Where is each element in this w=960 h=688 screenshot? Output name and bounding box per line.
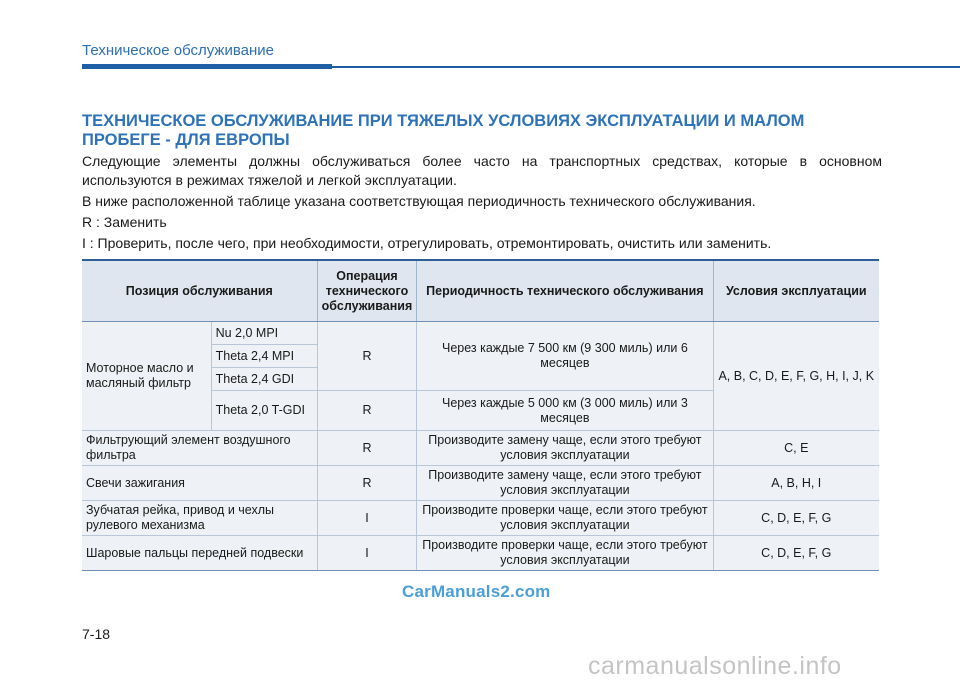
conditions-cell: C, E (713, 431, 879, 466)
interval-cell: Производите замену чаще, если этого требуют условия эксплуатации (417, 431, 713, 466)
engine-cell: Theta 2,0 T-GDI (211, 391, 317, 431)
operation-cell: R (317, 391, 417, 431)
operation-cell: I (317, 501, 417, 536)
table-row (82, 322, 879, 345)
item-cell: Зубчатая рейка, привод и чехлы рулевого механизма (82, 501, 317, 536)
page-header-title: Техническое обслуживание (82, 42, 274, 59)
page-number: 7-18 (82, 626, 111, 642)
intro-paragraph: Следующие элементы должны обслуживаться более часто на транспортных средствах, которые в основном используются в режимах тяжелой и легкой эксплуатации. (82, 153, 882, 188)
conditions-cell: A, B, H, I (713, 466, 879, 501)
operation-cell: R (317, 431, 417, 466)
item-cell: Свечи зажигания (82, 466, 317, 501)
interval-cell: Производите проверки чаще, если этого требуют условия эксплуатации (417, 501, 713, 536)
interval-cell: Производите проверки чаще, если этого требуют условия эксплуатации (417, 536, 713, 571)
operation-cell: I (317, 536, 417, 571)
conditions-cell: C, D, E, F, G (713, 536, 879, 571)
interval-cell: Производите замену чаще, если этого требуют условия эксплуатации (417, 466, 713, 501)
table-row (82, 501, 879, 536)
intro-text (82, 152, 882, 255)
header-rule-thick (82, 64, 332, 69)
engine-cell: Theta 2,4 MPI (211, 345, 317, 368)
conditions-cell: C, D, E, F, G (713, 501, 879, 536)
interval-cell: Через каждые 5 000 км (3 000 миль) или 3 месяцев (417, 391, 713, 431)
footer-watermark: carmanualsonline.info (588, 652, 842, 680)
header-conditions: Условия эксплуатации (713, 260, 879, 322)
item-cell: Фильтрующий элемент воздушного фильтра (82, 431, 317, 466)
conditions-cell: A, B, C, D, E, F, G, H, I, J, K (713, 322, 879, 431)
item-cell: Шаровые пальцы передней подвески (82, 536, 317, 571)
interval-cell: Через каждые 7 500 км (9 300 миль) или 6 месяцев (417, 322, 713, 391)
engine-cell: Theta 2,4 GDI (211, 368, 317, 391)
header-rule-thin (332, 66, 960, 68)
table-row (82, 536, 879, 571)
engine-cell: Nu 2,0 MPI (211, 322, 317, 345)
operation-cell: R (317, 466, 417, 501)
operation-cell: R (317, 322, 417, 391)
table-row (82, 466, 879, 501)
oil-item-label: Моторное масло и масляный фильтр (82, 322, 211, 431)
legend-inspect: I : Проверить, после чего, при необходимости, отрегулировать, отремонтировать, очистить или заменить. (82, 235, 772, 251)
watermark-link[interactable]: CarManuals2.com (402, 582, 551, 601)
header-interval: Периодичность технического обслуживания (417, 260, 713, 322)
header-operation: Операция технического обслуживания (317, 260, 417, 322)
legend-replace: R : Заменить (82, 214, 167, 230)
table-header-row (82, 260, 879, 322)
table-row (82, 431, 879, 466)
intro-paragraph: В ниже расположенной таблице указана соответствующая периодичность технического обслуживания. (82, 193, 756, 209)
header-item: Позиция обслуживания (82, 260, 317, 322)
section-title: ТЕХНИЧЕСКОЕ ОБСЛУЖИВАНИЕ ПРИ ТЯЖЕЛЫХ УСЛОВИЯХ ЭКСПЛУАТАЦИИ И МАЛОМ ПРОБЕГЕ - ДЛЯ ЕВРОПЫ (82, 112, 805, 149)
maintenance-table (82, 259, 879, 571)
